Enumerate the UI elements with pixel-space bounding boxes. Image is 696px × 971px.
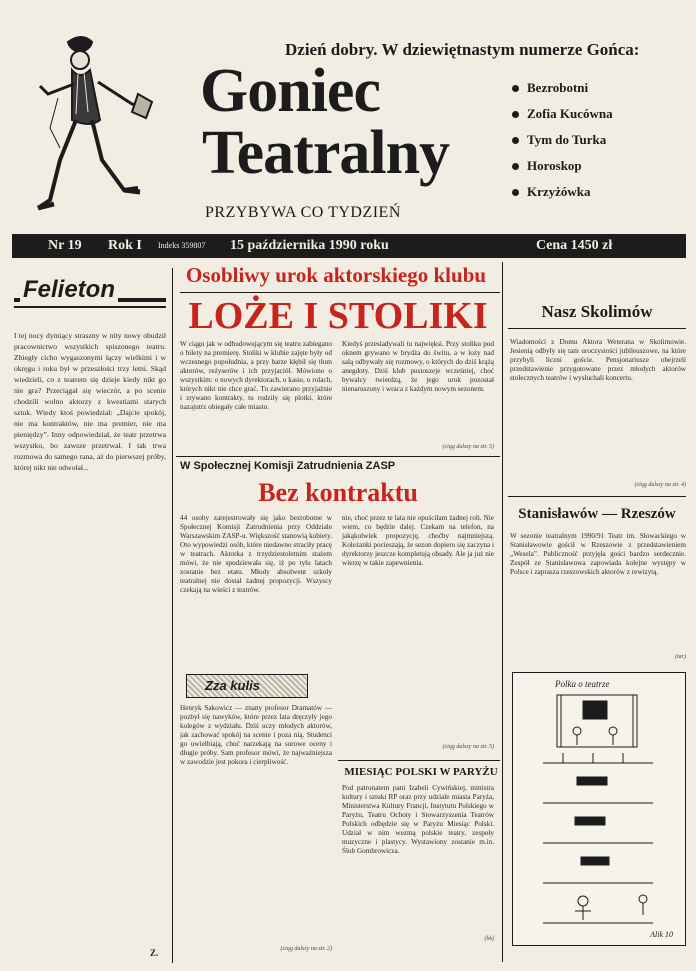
article4-text: Pod patronatem pani Izabeli Cywińskiej, ministra kultury i sztuki RP oraz przy udziale miasta Paryża, Ministerstwa Kultury Francji, Instytutu Polskiego w Paryżu, Teatru Ochoty i Stowarzyszenia Teatrów Polskich odbędzie się w Paryżu Miesiąc Polski. Udział w nim wezmą polskie teatry, zespoły muzyczne i plastycy. Wystawiony zostanie m.in. Ślub Gombrowicza. — [342, 784, 494, 855]
article1-kicker: Osobliwy urok aktorskiego klubu — [185, 263, 487, 287]
toc-item[interactable]: Bezrobotni — [512, 75, 682, 101]
index-number: Indeks 359807 — [158, 241, 206, 250]
newspaper-title-line1: Goniec — [200, 57, 380, 125]
article2-headline: Bez kontraktu — [258, 478, 418, 507]
article6-signature: (tar) — [675, 654, 686, 660]
newspaper-title-line2: Teatralny — [202, 119, 450, 187]
masthead-bar — [12, 234, 686, 258]
article1-column-1: W ciągu jak w odbudowującym się teatru zabiegano o bilety na premierę. Stoliki w klubie zajęte były od wczesnego popołudnia, a przy barze kłębił się tłum aktorów, reżyserów i ich przyjaciół. Mówiono o wszystkim: o nowych dyrektorach, o kasie, o rolach, których nikt nie chce grać. Tu zawierano przyjaźnie i zrywano kontrakty, tu rodziły się plotki, które nazajutrz obiegały całe miasto. — [180, 340, 332, 411]
article2-kicker: W Społecznej Komisji Zatrudnienia ZASP — [180, 460, 396, 472]
toc-item[interactable]: Zofia Kucówna — [512, 101, 682, 127]
article1-column-2: Kiedyś przesiadywali tu najwięksi. Przy stoliku pod oknem grywano w brydża do świtu, a w loży nad salą odbywały się rozmowy, o których do dziś krążą anegdoty. Dziś klub pustoszeje wcześniej, choć bywalcy twierdzą, że jego urok pozostał nienaruszony i wraca z każdym nowym sezonem. — [342, 340, 494, 393]
column-divider — [502, 262, 503, 962]
toc-item[interactable]: Krzyżówka — [512, 179, 682, 205]
felieton-text: I tej nocy dymiący straszny w nity nowy obudził pracownictwo wszystkich spiszonego teatru. Zbiegły cicho wygaszonymi łączy wielkimi i w okręgu i roku był w przeszłości trzy letni. Skąd wiedzieli, co z teatrem się dzieje kiedy nikt go nie gra? Przeciągał się wieczór, a po scenie chodzili wolno aktorzy z kwestiami starych sztuk. Wtedy ktoś powiedział: „Dajcie spokój, nie ma kontraktów, nie ma premier, nie ma pieniędzy”. Inny odpowiedział, że teatr przetrwa wszystko, bo zawsze przetrwał. I tak trwa rozmowa do samego rana, aż do pierwszej próby, której nikt nie odwołał... — [14, 331, 166, 472]
article5-text: Wiadomości z Domu Aktora Weterana w Skolimowie. Jesienią odbyły się tam uroczystości jubileuszowe, na które przybyli liczni goście. Pensjonariusze obejrzeli przedstawienie przygotowane przez młodych aktorów stołecznych teatrów i wysłuchali koncertu. — [510, 338, 686, 382]
cartoon-drawing — [513, 673, 685, 945]
price: Cena 1450 zł — [536, 238, 613, 253]
felieton-signature: Z. — [150, 948, 159, 958]
rule — [338, 760, 500, 761]
rule — [180, 292, 500, 293]
article6-headline: Stanisławów — Rzeszów — [518, 506, 676, 522]
felieton-label: Felieton — [14, 276, 166, 314]
article5-headline: Nasz Skolimów — [541, 302, 653, 321]
year-number: Rok I — [108, 238, 142, 253]
tagline: PRZYBYWA CO TYDZIEŃ — [205, 204, 401, 221]
article3-column: Henryk Sakowicz — znany profesor Dramatów — pozbył się nawyków, które przez lata dręczyły jego kolegów z wydziału. Dziś uczy młodych aktorów, jak zachować spokój na scenie i poza nią. Studenci go uwielbiają, choć narzekają na surowe oceny i długie próby. Sam profesor mówi, że najważniejsza w zawodzie jest pokora i cierpliwość. — [180, 704, 332, 766]
bullet-icon — [512, 85, 519, 92]
bullet-icon — [512, 163, 519, 170]
rule — [508, 496, 686, 497]
toc-item[interactable]: Tym do Turka — [512, 127, 682, 153]
article1-signature: (ciąg dalszy na str. 5) — [442, 444, 494, 450]
rule — [508, 328, 686, 329]
cartoon-title: Polka o teatrze — [555, 679, 610, 689]
cartoon-frame — [512, 672, 686, 946]
issue-date: 15 października 1990 roku — [230, 238, 389, 253]
toc-item[interactable]: Horoskop — [512, 153, 682, 179]
table-of-contents — [512, 75, 682, 205]
greeting: Dzień dobry. W dziewiętnastym numerze Gońca: — [285, 40, 640, 59]
article6-text: W sezonie teatralnym 1990/91 Teatr im. Słowackiego w Stanisławowie gościł w Rzeszowie z przedstawieniem „Wesela”. Publiczność przyjęła gości bardzo serdecznie. Zespół ze Stanisławowa zapowiada kolejne występy w Polsce i zaprasza rzeszowskich aktorów z rewizytą. — [510, 532, 686, 576]
article3-badge: Zza kulis — [186, 674, 308, 698]
article4-headline: MIESIĄC POLSKI W PARYŻU — [344, 766, 498, 778]
column-divider — [172, 268, 173, 963]
article2-column-2: nie, choć przez te lata nie opuściłam żadnej roli. Nie wiem, co będzie dalej. Czekam na telefon, na jakąkolwiek propozycję, choćby najmniejszą. Koleżanki pocieszają, że sezon dopiero się zaczyna i dyrektorzy jeszcze kompletują obsady. Ale ja już nie wierzę w takie zapewnienia. — [342, 514, 494, 567]
article5-signature: (ciąg dalszy na str. 4) — [634, 482, 686, 488]
bullet-icon — [512, 137, 519, 144]
rule — [176, 456, 500, 457]
article4-signature: (bk) — [484, 936, 494, 942]
bullet-icon — [512, 111, 519, 118]
article2-column-1: 44 osoby zarejestrowały się jako bezrobotne w Społecznej Komisji Zatrudnienia przy Oddziale Warszawskim ZASP-u. Większość stanowią kobiety. Oto wypowiedzi osób, które niedawno straciły pracę w teatrach. Aktorka z trzydziestoletnim stażem mówi, że nie spodziewała się, iż po tylu latach zostanie bez etatu. Młody absolwent szkoły teatralnej nie dostał żadnej propozycji. Wszyscy czekają na wieści z teatrów. — [180, 514, 332, 594]
article2-signature: (ciąg dalszy na str. 5) — [442, 744, 494, 750]
article1-headline: LOŻE I STOLIKI — [188, 295, 488, 337]
bullet-icon — [512, 189, 519, 196]
cartoon-signature: Alik 10 — [650, 930, 673, 939]
article3-signature: (ciąg dalszy na str. 2) — [280, 946, 332, 952]
issue-number: Nr 19 — [48, 238, 82, 253]
running-messenger-illustration — [18, 24, 178, 224]
